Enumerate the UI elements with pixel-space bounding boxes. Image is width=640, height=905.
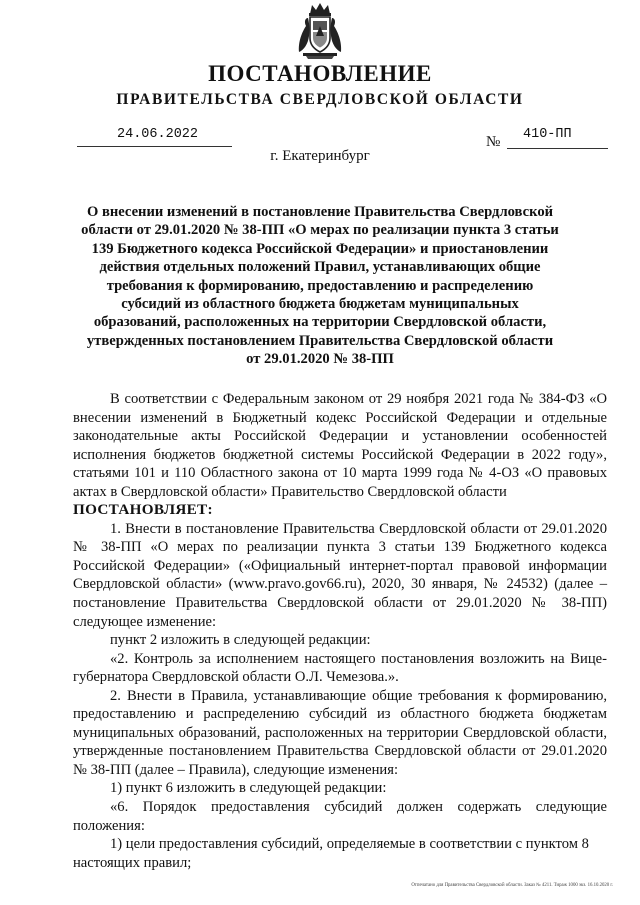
item-1-subparagraph: пункт 2 изложить в следующей редакции:: [110, 632, 371, 649]
crown-shape: [310, 3, 330, 14]
date-underline: [77, 146, 232, 147]
item-1-quote: «2. Контроль за исполнением настоящего постановления возложить на Вице-губернатора Свердловской области О.Л. Чемезова.».: [73, 650, 607, 686]
item-2-subparagraph: 1) пункт 6 изложить в следующей редакции:: [110, 780, 387, 797]
item-2-paragraph: 2. Внести в Правила, устанавливающие общие требования к формированию, предоставлению и распределению субсидий из областного бюджета бюджетам муниципальных образований, расположенных на территории Свердловской области, утвержденные постановлением Правительства Свердловской области от 29.01.2020 № 38-ПП (далее – Правила), следующие изменения:: [73, 687, 607, 778]
coat-of-arms-icon: [296, 2, 344, 60]
right-sable-shape: [331, 18, 342, 52]
print-imprint: Отпечатано для Правительства Свердловской области. Заказ № 4211. Тираж 1000 экз. 16.10.2020 г.: [411, 883, 613, 888]
preamble-paragraph: В соответствии с Федеральным законом от 29 ноября 2021 года № 384-ФЗ «О внесении изменений в Бюджетный кодекс Российской Федерации и отдельные законодательные акты Российской Федерации и установлении особенностей исполнения бюджетов бюджетной системы Российской Федерации в 2022 году», статьями 101 и 110 Областного закона от 10 марта 1999 года № 4-ОЗ «О правовых актах в Свердловской области» Правительство Свердловской области: [73, 391, 607, 500]
document-heading: О внесении изменений в постановление Правительства Свердловской области от 29.01.2020 № 38-ПП «О мерах по реализации пункта 3 статьи 139 Бюджетного кодекса Российской Федерации» и приостановлении действия отдельных положений Правил, устанавливающих общие требования к формированию, предоставлению и распределению субсидий из областного бюджета бюджетам муниципальных образований, расположенных на территории Свердловской области, утвержденных постановлением Правительства Свердловской области от 29.01.2020 № 38-ПП: [81, 204, 559, 368]
issuer-name: ПРАВИТЕЛЬСТВА СВЕРДЛОВСКОЙ ОБЛАСТИ: [116, 91, 524, 108]
document-title: ПОСТАНОВЛЕНИЕ: [208, 61, 432, 86]
document-number: 410-ПП: [523, 127, 572, 142]
item-2-quote: «6. Порядок предоставления субсидий должен содержать следующие положения:: [73, 799, 607, 834]
document-body: [73, 390, 607, 872]
item-1-paragraph: 1. Внести в постановление Правительства Свердловской области от 29.01.2020 № 38-ПП «О мерах по реализации пункта 3 статьи 139 Бюджетного кодекса Российской Федерации» («Официальный интернет-портал правовой информации Свердловской области» (www.pravo.gov66.ru), 2020, 30 января, № 24532) (далее – постановление Правительства Свердловской области от 29.01.2020 № 38-ПП) следующее изменение:: [73, 520, 607, 630]
left-sable-shape: [299, 18, 310, 52]
item-2-quote-point-1: 1) цели предоставления субсидий, определяемые в соответствии с пунктом 8 настоящих правил;: [73, 836, 589, 871]
place-of-issue: г. Екатеринбург: [270, 148, 370, 164]
number-sign: №: [486, 134, 501, 150]
document-date: 24.06.2022: [117, 127, 199, 142]
resolves-label: ПОСТАНОВЛЯЕТ:: [73, 501, 213, 519]
